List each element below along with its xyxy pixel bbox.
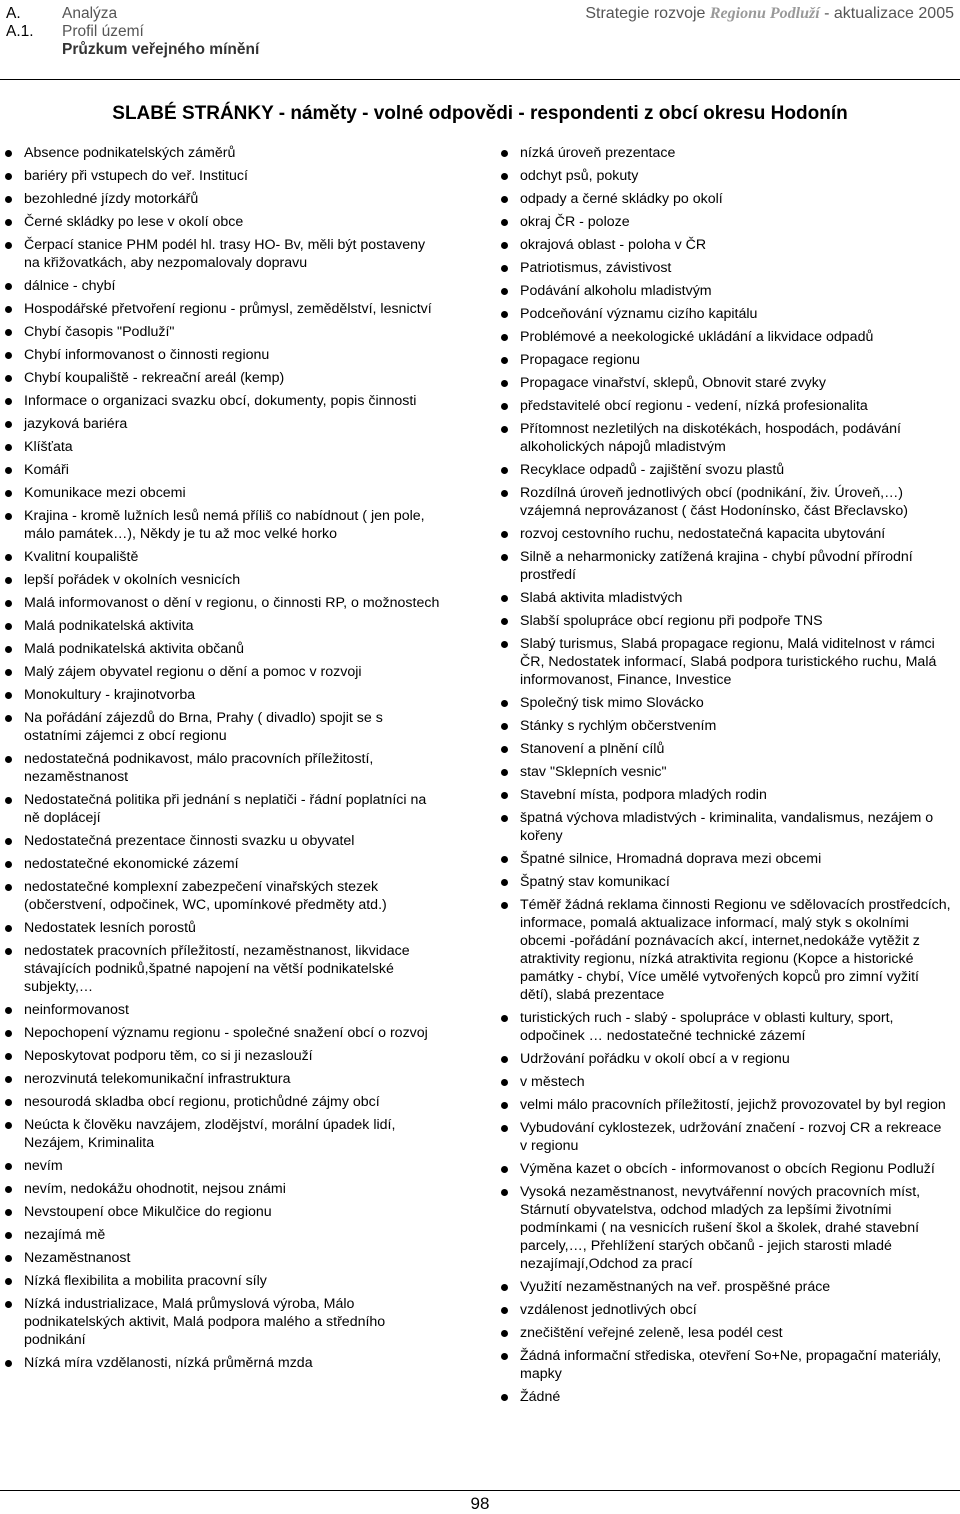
section-a1-prefix: A.1. bbox=[6, 23, 34, 40]
list-item-text: Stavební místa, podpora mladých rodin bbox=[520, 787, 767, 803]
list-item-text: Malý zájem obyvatel regionu o dění a pomoc v rozvoji bbox=[24, 664, 362, 680]
list-item bbox=[499, 484, 951, 520]
list-item-text: Rozdílná úroveň jednotlivých obcí (podnikání, živ. Úroveň,…) vzájemná neprovázanost ( část Hodonínsko, část Břeclavsko) bbox=[520, 485, 908, 519]
list-item-text: Nepochopení významu regionu - společné snažení obcí o rozvoj bbox=[24, 1025, 428, 1041]
list-item bbox=[3, 855, 443, 873]
section-a-label: Analýza bbox=[62, 5, 118, 22]
bullet-icon bbox=[501, 196, 508, 203]
list-item bbox=[3, 1001, 443, 1019]
bullet-icon bbox=[5, 1360, 12, 1367]
list-item-text: Chybí informovanost o činnosti regionu bbox=[24, 347, 270, 363]
list-item bbox=[3, 791, 443, 827]
list-item-text: vzdálenost jednotlivých obcí bbox=[520, 1302, 697, 1318]
page-number: 98 bbox=[470, 1494, 490, 1513]
list-item bbox=[3, 415, 443, 433]
list-item bbox=[499, 717, 951, 735]
bullet-icon bbox=[501, 357, 508, 364]
bullet-icon bbox=[501, 1330, 508, 1337]
list-item bbox=[499, 282, 951, 300]
bullet-icon bbox=[5, 1163, 12, 1170]
list-item-text: velmi málo pracovních příležitostí, jejichž provozovatel by byl region bbox=[520, 1097, 946, 1113]
bullet-icon bbox=[5, 150, 12, 157]
list-item bbox=[3, 571, 443, 589]
bullet-icon bbox=[501, 769, 508, 776]
list-item bbox=[3, 663, 443, 681]
list-item-text: turistických ruch - slabý - spolupráce v oblasti kultury, sport, odpočinek … nedostatečné technické zázemí bbox=[520, 1010, 894, 1044]
list-item bbox=[3, 144, 443, 162]
list-item bbox=[499, 420, 951, 456]
bullet-icon bbox=[5, 219, 12, 226]
list-item-text: nízká úroveň prezentace bbox=[520, 145, 676, 161]
list-item bbox=[3, 1226, 443, 1244]
list-item-text: neinformovanost bbox=[24, 1002, 129, 1018]
bullet-icon bbox=[501, 856, 508, 863]
bullet-icon bbox=[5, 173, 12, 180]
list-item-text: v městech bbox=[520, 1074, 585, 1090]
list-item bbox=[499, 635, 951, 689]
list-item-text: nedostatečná podnikavost, málo pracovních příležitostí, nezaměstnanost bbox=[24, 751, 374, 785]
bullet-icon bbox=[5, 306, 12, 313]
list-item-text: Recyklace odpadů - zajištění svozu plastů bbox=[520, 462, 785, 478]
list-item-text: Černé skládky po lese v okolí obce bbox=[24, 214, 244, 230]
bullet-icon bbox=[5, 375, 12, 382]
bullet-icon bbox=[501, 490, 508, 497]
list-item-text: špatná výchova mladistvých - kriminalita, vandalismus, nezájem o kořeny bbox=[520, 810, 934, 844]
list-item bbox=[3, 686, 443, 704]
bullet-icon bbox=[501, 815, 508, 822]
list-item bbox=[499, 1073, 951, 1091]
list-item bbox=[499, 589, 951, 607]
bullet-icon bbox=[501, 242, 508, 249]
list-item-text: Čerpací stanice PHM podél hl. trasy HO- Bv, měli být postaveny na křižovatkách, aby nezpomalovaly dopravu bbox=[24, 237, 426, 271]
bullet-icon bbox=[5, 554, 12, 561]
footer-divider bbox=[0, 1490, 960, 1491]
list-item bbox=[3, 190, 443, 208]
list-item bbox=[3, 548, 443, 566]
bullet-icon bbox=[501, 902, 508, 909]
list-item bbox=[499, 167, 951, 185]
subsection-line bbox=[62, 40, 259, 59]
list-item-text: Stánky s rychlým občerstvením bbox=[520, 718, 717, 734]
bullet-icon bbox=[501, 380, 508, 387]
list-item-text: Malá podnikatelská aktivita občanů bbox=[24, 641, 245, 657]
bullet-icon bbox=[501, 746, 508, 753]
list-item bbox=[499, 328, 951, 346]
bullet-icon bbox=[5, 1007, 12, 1014]
list-item-text: okraj ČR - poloze bbox=[520, 214, 630, 230]
bullet-icon bbox=[5, 283, 12, 290]
list-item-text: Komáři bbox=[24, 462, 69, 478]
list-item bbox=[499, 1301, 951, 1319]
list-item bbox=[3, 617, 443, 635]
bullet-icon bbox=[5, 329, 12, 336]
list-item-text: Na pořádání zájezdů do Brna, Prahy ( divadlo) spojit se s ostatními zájemci z obcí regionu bbox=[24, 710, 383, 744]
list-item bbox=[499, 461, 951, 479]
section-a-line bbox=[6, 4, 117, 23]
list-item-text: Podceňování významu cizího kapitálu bbox=[520, 306, 758, 322]
list-item bbox=[3, 346, 443, 364]
list-item-text: nesourodá skladba obcí regionu, protichůdné zájmy obcí bbox=[24, 1094, 380, 1110]
list-item bbox=[3, 919, 443, 937]
subsection-label: Průzkum veřejného mínění bbox=[62, 41, 260, 58]
list-item bbox=[3, 832, 443, 850]
list-item-text: Silně a neharmonicky zatížená krajina - chybí původní přírodní prostředí bbox=[520, 549, 913, 583]
list-item-text: dálnice - chybí bbox=[24, 278, 116, 294]
bullet-icon bbox=[501, 1353, 508, 1360]
list-item-text: nevím, nedokážu ohodnotit, nejsou známi bbox=[24, 1181, 286, 1197]
list-item-text: nevím bbox=[24, 1158, 63, 1174]
bullet-icon bbox=[5, 756, 12, 763]
list-item bbox=[499, 305, 951, 323]
document-title-prefix: Strategie rozvoje bbox=[585, 5, 710, 22]
list-item-text: Vysoká nezaměstnanost, nevytvářenní nových pracovních míst, Stárnutí obyvatelstva, odchod mladých za lepšími životními podmínkami ( na vesnicích rušení škol a školek, drahé stavební parcely,…, Přehlížení starých občanů - jejich starosti mladé nezajímají,Odchod za prací bbox=[520, 1184, 921, 1272]
bullet-icon bbox=[5, 692, 12, 699]
list-item bbox=[3, 1203, 443, 1221]
bullet-icon bbox=[5, 1186, 12, 1193]
list-item bbox=[499, 763, 951, 781]
bullet-icon bbox=[5, 1278, 12, 1285]
left-weakness-list bbox=[3, 144, 443, 1377]
list-item bbox=[3, 709, 443, 745]
bullet-icon bbox=[501, 554, 508, 561]
list-item bbox=[3, 213, 443, 231]
bullet-icon bbox=[5, 577, 12, 584]
bullet-icon bbox=[5, 884, 12, 891]
list-item-text: Propagace regionu bbox=[520, 352, 640, 368]
list-item bbox=[499, 236, 951, 254]
bullet-icon bbox=[501, 311, 508, 318]
list-item bbox=[3, 640, 443, 658]
bullet-icon bbox=[5, 1301, 12, 1308]
bullet-icon bbox=[501, 700, 508, 707]
list-item bbox=[3, 323, 443, 341]
bullet-icon bbox=[5, 623, 12, 630]
bullet-icon bbox=[501, 879, 508, 886]
bullet-icon bbox=[5, 715, 12, 722]
list-item-text: Žádné bbox=[520, 1389, 561, 1405]
list-item bbox=[499, 740, 951, 758]
bullet-icon bbox=[5, 1209, 12, 1216]
list-item-text: Hospodářské přetvoření regionu - průmysl, zemědělství, lesnictví bbox=[24, 301, 432, 317]
section-a1-line bbox=[6, 22, 144, 41]
bullet-icon bbox=[501, 1166, 508, 1173]
list-item bbox=[3, 1354, 443, 1372]
list-item bbox=[3, 878, 443, 914]
section-a1-label: Profil území bbox=[62, 23, 144, 40]
list-item-text: znečištění veřejné zeleně, lesa podél cest bbox=[520, 1325, 783, 1341]
list-item bbox=[499, 1160, 951, 1178]
list-item-text: Špatný stav komunikací bbox=[520, 874, 670, 890]
bullet-icon bbox=[501, 288, 508, 295]
bullet-icon bbox=[501, 1394, 508, 1401]
list-item-text: Propagace vinařství, sklepů, Obnovit staré zvyky bbox=[520, 375, 826, 391]
list-item bbox=[3, 484, 443, 502]
list-item bbox=[3, 1116, 443, 1152]
list-item-text: lepší pořádek v okolních vesnicích bbox=[24, 572, 241, 588]
bullet-icon bbox=[5, 669, 12, 676]
list-item bbox=[3, 300, 443, 318]
list-item-text: Neposkytovat podporu těm, co si ji nezaslouží bbox=[24, 1048, 313, 1064]
bullet-icon bbox=[501, 334, 508, 341]
list-item bbox=[499, 548, 951, 584]
list-item-text: nezajímá mě bbox=[24, 1227, 106, 1243]
list-item-text: Patriotismus, závistivost bbox=[520, 260, 672, 276]
list-item bbox=[3, 1157, 443, 1175]
list-item bbox=[3, 1180, 443, 1198]
list-item-text: Neúcta k člověku navzájem, zlodějství, morální úpadek lidí, Nezájem, Kriminalita bbox=[24, 1117, 396, 1151]
list-item-text: Slabý turismus, Slabá propagace regionu, Malá viditelnost v rámci ČR, Nedostatek informací, Slabá podpora turistického ruchu, Malá informovanost, Finance, Investice bbox=[520, 636, 937, 688]
bullet-icon bbox=[5, 838, 12, 845]
list-item-text: bezohledné jízdy motorkářů bbox=[24, 191, 199, 207]
list-item-text: Nízká míra vzdělanosti, nízká průměrná mzda bbox=[24, 1355, 313, 1371]
list-item bbox=[3, 1047, 443, 1065]
bullet-icon bbox=[501, 467, 508, 474]
bullet-icon bbox=[5, 1076, 12, 1083]
bullet-icon bbox=[5, 398, 12, 405]
list-item bbox=[499, 259, 951, 277]
bullet-icon bbox=[5, 861, 12, 868]
bullet-icon bbox=[501, 1307, 508, 1314]
list-item-text: bariéry při vstupech do veř. Institucí bbox=[24, 168, 248, 184]
list-item-text: Problémové a neekologické ukládání a likvidace odpadů bbox=[520, 329, 874, 345]
list-item bbox=[499, 1009, 951, 1045]
list-item-text: Nízká industrializace, Malá průmyslová výroba, Málo podnikatelských aktivit, Malá podpora malého a středního podnikání bbox=[24, 1296, 386, 1348]
list-item-text: nerozvinutá telekomunikační infrastruktura bbox=[24, 1071, 291, 1087]
list-item-text: Chybí koupaliště - rekreační areál (kemp) bbox=[24, 370, 285, 386]
document-title-suffix: - aktualizace 2005 bbox=[819, 5, 954, 22]
document-title bbox=[585, 4, 954, 23]
list-item-text: okrajová oblast - poloha v ČR bbox=[520, 237, 707, 253]
list-item-text: jazyková bariéra bbox=[24, 416, 128, 432]
list-item-text: Využití nezaměstnaných na veř. prospěšné práce bbox=[520, 1279, 831, 1295]
list-item-text: Klíšťata bbox=[24, 439, 73, 455]
list-item-text: odchyt psů, pokuty bbox=[520, 168, 639, 184]
list-item-text: Malá informovanost o dění v regionu, o činnosti RP, o možnostech bbox=[24, 595, 440, 611]
bullet-icon bbox=[5, 1099, 12, 1106]
bullet-icon bbox=[501, 1189, 508, 1196]
list-item-text: nedostatečné komplexní zabezpečení vinařských stezek (občerstvení, odpočinek, WC, upomínkové předměty atd.) bbox=[24, 879, 387, 913]
list-item bbox=[3, 594, 443, 612]
bullet-icon bbox=[5, 513, 12, 520]
bullet-icon bbox=[501, 1284, 508, 1291]
list-item-text: Chybí časopis "Podluží" bbox=[24, 324, 175, 340]
right-weakness-list bbox=[499, 144, 951, 1411]
section-a-prefix: A. bbox=[6, 5, 21, 22]
list-item bbox=[499, 374, 951, 392]
list-item-text: stav "Sklepních vesnic" bbox=[520, 764, 667, 780]
bullet-icon bbox=[501, 173, 508, 180]
list-item-text: rozvoj cestovního ruchu, nedostatečná kapacita ubytování bbox=[520, 526, 886, 542]
bullet-icon bbox=[501, 792, 508, 799]
bullet-icon bbox=[5, 646, 12, 653]
list-item bbox=[3, 942, 443, 996]
list-item-text: Vybudování cyklostezek, udržování značení - rozvoj CR a rekreace v regionu bbox=[520, 1120, 942, 1154]
list-item-text: Absence podnikatelských záměrů bbox=[24, 145, 236, 161]
list-item-text: Nevstoupení obce Mikulčice do regionu bbox=[24, 1204, 272, 1220]
page-header bbox=[0, 0, 960, 80]
list-item-text: Žádná informační střediska, otevření So+Ne, propagační materiály, mapky bbox=[520, 1348, 942, 1382]
bullet-icon bbox=[501, 723, 508, 730]
bullet-icon bbox=[501, 1102, 508, 1109]
list-item bbox=[3, 392, 443, 410]
bullet-icon bbox=[5, 196, 12, 203]
bullet-icon bbox=[501, 150, 508, 157]
list-item-text: Nízká flexibilita a mobilita pracovní síly bbox=[24, 1273, 267, 1289]
list-item bbox=[499, 1347, 951, 1383]
list-item-text: Monokultury - krajinotvorba bbox=[24, 687, 196, 703]
list-item-text: představitelé obcí regionu - vedení, nízká profesionalita bbox=[520, 398, 868, 414]
list-item-text: Výměna kazet o obcích - informovanost o obcích Regionu Podluží bbox=[520, 1161, 935, 1177]
bullet-icon bbox=[5, 444, 12, 451]
bullet-icon bbox=[5, 467, 12, 474]
list-item-text: Nedostatek lesních porostů bbox=[24, 920, 196, 936]
list-item bbox=[499, 850, 951, 868]
list-item-text: Společný tisk mimo Slovácko bbox=[520, 695, 704, 711]
list-item bbox=[499, 1324, 951, 1342]
list-item bbox=[3, 1249, 443, 1267]
list-item bbox=[3, 1024, 443, 1042]
bullet-icon bbox=[5, 1053, 12, 1060]
list-item bbox=[499, 1119, 951, 1155]
list-item bbox=[3, 1295, 443, 1349]
bullet-icon bbox=[5, 1122, 12, 1129]
list-item bbox=[499, 612, 951, 630]
bullet-icon bbox=[501, 403, 508, 410]
bullet-icon bbox=[501, 219, 508, 226]
list-item-text: nedostatečné ekonomické zázemí bbox=[24, 856, 239, 872]
bullet-icon bbox=[5, 421, 12, 428]
list-item bbox=[499, 896, 951, 1004]
list-item bbox=[3, 1070, 443, 1088]
list-item bbox=[499, 1183, 951, 1273]
list-item-text: Slabší spolupráce obcí regionu při podpoře TNS bbox=[520, 613, 823, 629]
list-item bbox=[3, 438, 443, 456]
bullet-icon bbox=[501, 1056, 508, 1063]
list-item bbox=[3, 750, 443, 786]
list-item bbox=[499, 1388, 951, 1406]
bullet-icon bbox=[501, 426, 508, 433]
bullet-icon bbox=[5, 797, 12, 804]
list-item bbox=[3, 461, 443, 479]
list-item-text: Nezaměstnanost bbox=[24, 1250, 131, 1266]
bullet-icon bbox=[5, 242, 12, 249]
list-item bbox=[499, 873, 951, 891]
list-item bbox=[499, 1050, 951, 1068]
list-item bbox=[3, 507, 443, 543]
list-item-text: Kvalitní koupaliště bbox=[24, 549, 139, 565]
list-item bbox=[499, 1278, 951, 1296]
list-item bbox=[3, 1272, 443, 1290]
bullet-icon bbox=[5, 925, 12, 932]
header-divider bbox=[0, 79, 960, 80]
list-item-text: Malá podnikatelská aktivita bbox=[24, 618, 194, 634]
region-brand: Regionu Podluží bbox=[709, 5, 820, 22]
list-item bbox=[499, 786, 951, 804]
list-item bbox=[499, 144, 951, 162]
list-item-text: Nedostatečná politika při jednání s neplatiči - řádní poplatníci na ně doplácejí bbox=[24, 792, 427, 826]
list-item-text: nedostatek pracovních příležitostí, nezaměstnanost, likvidace stávajících podniků,špatné napojení na větší podnikatelské subjekty,… bbox=[24, 943, 410, 995]
list-item bbox=[499, 525, 951, 543]
list-item-text: Špatné silnice, Hromadná doprava mezi obcemi bbox=[520, 851, 822, 867]
list-item-text: Slabá aktivita mladistvých bbox=[520, 590, 683, 606]
bullet-icon bbox=[5, 600, 12, 607]
list-item-text: Nedostatečná prezentace činnosti svazku u obyvatel bbox=[24, 833, 355, 849]
list-item bbox=[3, 1093, 443, 1111]
list-item-text: Krajina - kromě lužních lesů nemá příliš co nabídnout ( jen pole, málo památek…), Někdy je tu až moc velké horko bbox=[24, 508, 425, 542]
list-item-text: Podávání alkoholu mladistvým bbox=[520, 283, 712, 299]
bullet-icon bbox=[5, 352, 12, 359]
bullet-icon bbox=[501, 265, 508, 272]
bullet-icon bbox=[501, 1125, 508, 1132]
list-item-text: Stanovení a plnění cílů bbox=[520, 741, 665, 757]
bullet-icon bbox=[501, 1015, 508, 1022]
list-item bbox=[499, 351, 951, 369]
list-item-text: Přítomnost nezletilých na diskotékách, hospodách, podávání alkoholických nápojů mladistvým bbox=[520, 421, 901, 455]
bullet-icon bbox=[5, 1255, 12, 1262]
list-item-text: odpady a černé skládky po okolí bbox=[520, 191, 723, 207]
list-item bbox=[499, 694, 951, 712]
list-item bbox=[499, 397, 951, 415]
list-item bbox=[499, 190, 951, 208]
list-item bbox=[3, 167, 443, 185]
list-item bbox=[499, 213, 951, 231]
bullet-icon bbox=[501, 531, 508, 538]
list-item bbox=[3, 369, 443, 387]
bullet-icon bbox=[501, 618, 508, 625]
bullet-icon bbox=[5, 1232, 12, 1239]
bullet-icon bbox=[501, 1079, 508, 1086]
list-item-text: Udržování pořádku v okolí obcí a v regionu bbox=[520, 1051, 790, 1067]
list-item bbox=[3, 236, 443, 272]
bullet-icon bbox=[5, 490, 12, 497]
bullet-icon bbox=[5, 948, 12, 955]
list-item-text: Komunikace mezi obcemi bbox=[24, 485, 186, 501]
list-item bbox=[3, 277, 443, 295]
list-item-text: Téměř žádná reklama činnosti Regionu ve sdělovacích prostředcích, informace, pomalá aktualizace informací, malý styk s okolními obcemi -pořádání poznávacích akcí, internet,nedokáže vytěžit z atraktivity regionu, nízká atraktivita regionu (Kopce a historické památky - chybí, Více umělé vytvořených kopců pro zimní vyžití dětí), slabá prezentace bbox=[520, 897, 951, 1003]
page-title: SLABÉ STRÁNKY - náměty - volné odpovědi - respondenti z obcí okresu Hodonín bbox=[112, 103, 848, 124]
list-item bbox=[499, 1096, 951, 1114]
bullet-icon bbox=[5, 1030, 12, 1037]
list-item bbox=[499, 809, 951, 845]
bullet-icon bbox=[501, 595, 508, 602]
bullet-icon bbox=[501, 641, 508, 648]
list-item-text: Informace o organizaci svazku obcí, dokumenty, popis činnosti bbox=[24, 393, 417, 409]
